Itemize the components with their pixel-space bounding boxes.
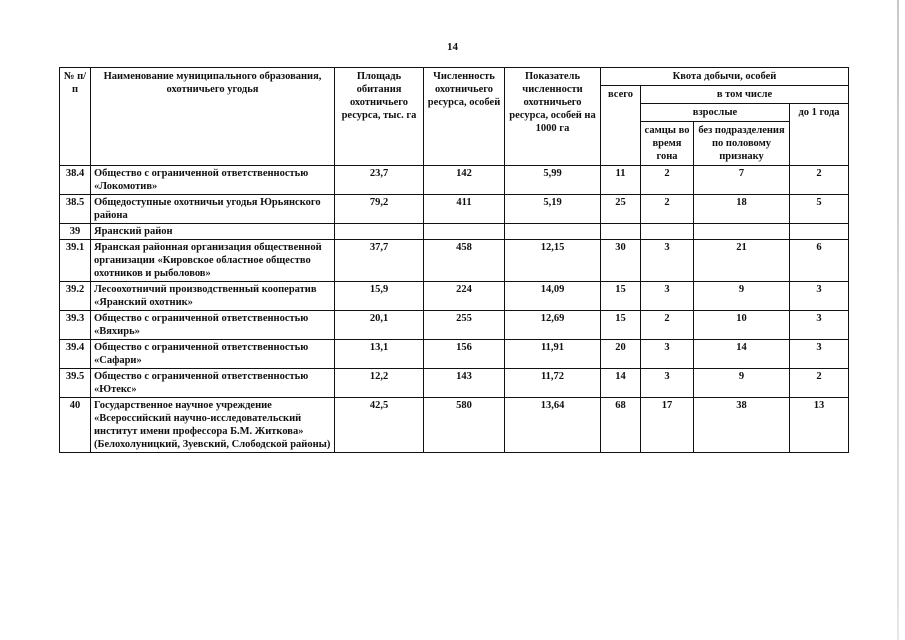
cell-num: 39 — [60, 224, 91, 240]
header-quota: Квота добычи, особей — [601, 68, 849, 86]
table-row — [60, 340, 849, 369]
cell-area: 37,7 — [335, 240, 424, 282]
cell-males: 3 — [641, 282, 694, 311]
table-header — [60, 68, 849, 166]
cell-density: 14,09 — [505, 282, 601, 311]
cell-area: 20,1 — [335, 311, 424, 340]
cell-males: 2 — [641, 166, 694, 195]
cell-males: 3 — [641, 240, 694, 282]
cell-total: 20 — [601, 340, 641, 369]
cell-total: 14 — [601, 369, 641, 398]
cell-males: 17 — [641, 398, 694, 453]
cell-no-sex: 10 — [694, 311, 790, 340]
cell-count: 143 — [424, 369, 505, 398]
cell-name: Общедоступные охотничьи угодья Юрьянского района — [91, 195, 335, 224]
header-adults: взрослые — [641, 104, 790, 122]
table-row — [60, 240, 849, 282]
cell-density — [505, 224, 601, 240]
cell-num: 39.5 — [60, 369, 91, 398]
quota-table — [59, 67, 849, 453]
cell-total: 68 — [601, 398, 641, 453]
cell-name: Общество с ограниченной ответственностью «Локомотив» — [91, 166, 335, 195]
header-name: Наименование муниципального образования, охотничьего угодья — [91, 68, 335, 166]
cell-no-sex: 9 — [694, 369, 790, 398]
cell-area: 15,9 — [335, 282, 424, 311]
cell-num: 39.3 — [60, 311, 91, 340]
cell-num: 38.5 — [60, 195, 91, 224]
cell-name: Лесоохотничий производственный кооператив «Яранский охотник» — [91, 282, 335, 311]
cell-young: 6 — [790, 240, 849, 282]
header-males: самцы во время гона — [641, 122, 694, 166]
cell-num: 40 — [60, 398, 91, 453]
cell-area: 13,1 — [335, 340, 424, 369]
header-including: в том числе — [641, 86, 849, 104]
cell-name: Яранский район — [91, 224, 335, 240]
table-row — [60, 166, 849, 195]
cell-count: 224 — [424, 282, 505, 311]
cell-num: 39.2 — [60, 282, 91, 311]
cell-density: 11,91 — [505, 340, 601, 369]
cell-count: 411 — [424, 195, 505, 224]
header-no-sex: без подразделения по половому признаку — [694, 122, 790, 166]
cell-no-sex: 14 — [694, 340, 790, 369]
cell-males: 3 — [641, 369, 694, 398]
cell-no-sex: 38 — [694, 398, 790, 453]
table-row — [60, 369, 849, 398]
cell-young: 3 — [790, 282, 849, 311]
cell-area — [335, 224, 424, 240]
cell-name: Общество с ограниченной ответственностью «Сафари» — [91, 340, 335, 369]
cell-total: 30 — [601, 240, 641, 282]
cell-density: 5,99 — [505, 166, 601, 195]
page-number: 14 — [447, 41, 458, 53]
cell-name: Яранская районная организация общественной организации «Кировское областное общество охотников и рыболовов» — [91, 240, 335, 282]
cell-young — [790, 224, 849, 240]
header-area: Площадь обитания охотничьего ресурса, тыс. га — [335, 68, 424, 166]
cell-total: 25 — [601, 195, 641, 224]
cell-total: 11 — [601, 166, 641, 195]
cell-total: 15 — [601, 311, 641, 340]
cell-count: 255 — [424, 311, 505, 340]
header-density: Показатель численности охотничьего ресурса, особей на 1000 га — [505, 68, 601, 166]
table-row — [60, 195, 849, 224]
cell-area: 12,2 — [335, 369, 424, 398]
table-row — [60, 311, 849, 340]
cell-young: 2 — [790, 369, 849, 398]
cell-young: 2 — [790, 166, 849, 195]
cell-density: 12,15 — [505, 240, 601, 282]
cell-num: 39.4 — [60, 340, 91, 369]
cell-name: Общество с ограниченной ответственностью «Вяхирь» — [91, 311, 335, 340]
cell-area: 42,5 — [335, 398, 424, 453]
cell-total: 15 — [601, 282, 641, 311]
cell-count — [424, 224, 505, 240]
cell-density: 13,64 — [505, 398, 601, 453]
table-body — [60, 166, 849, 453]
header-young: до 1 года — [790, 104, 849, 166]
cell-young: 5 — [790, 195, 849, 224]
cell-count: 142 — [424, 166, 505, 195]
cell-no-sex: 18 — [694, 195, 790, 224]
header-num: № п/п — [60, 68, 91, 166]
table-row — [60, 398, 849, 453]
cell-name: Государственное научное учреждение «Всероссийский научно-исследовательский институт имени профессора Б.М. Житкова» (Белохолуницкий, Зуевский, Слободской районы) — [91, 398, 335, 453]
cell-males: 3 — [641, 340, 694, 369]
cell-no-sex — [694, 224, 790, 240]
cell-no-sex: 21 — [694, 240, 790, 282]
cell-males — [641, 224, 694, 240]
scan-edge-shadow — [897, 0, 899, 640]
cell-count: 458 — [424, 240, 505, 282]
table-row — [60, 282, 849, 311]
cell-density: 5,19 — [505, 195, 601, 224]
cell-area: 79,2 — [335, 195, 424, 224]
cell-num: 39.1 — [60, 240, 91, 282]
cell-males: 2 — [641, 311, 694, 340]
cell-num: 38.4 — [60, 166, 91, 195]
cell-males: 2 — [641, 195, 694, 224]
table-row — [60, 224, 849, 240]
cell-count: 580 — [424, 398, 505, 453]
header-count: Численность охотничьего ресурса, особей — [424, 68, 505, 166]
cell-area: 23,7 — [335, 166, 424, 195]
cell-young: 3 — [790, 311, 849, 340]
cell-young: 3 — [790, 340, 849, 369]
cell-total — [601, 224, 641, 240]
cell-density: 11,72 — [505, 369, 601, 398]
cell-no-sex: 9 — [694, 282, 790, 311]
cell-no-sex: 7 — [694, 166, 790, 195]
cell-count: 156 — [424, 340, 505, 369]
cell-density: 12,69 — [505, 311, 601, 340]
cell-name: Общество с ограниченной ответственностью «Ютекс» — [91, 369, 335, 398]
cell-young: 13 — [790, 398, 849, 453]
header-total: всего — [601, 86, 641, 166]
